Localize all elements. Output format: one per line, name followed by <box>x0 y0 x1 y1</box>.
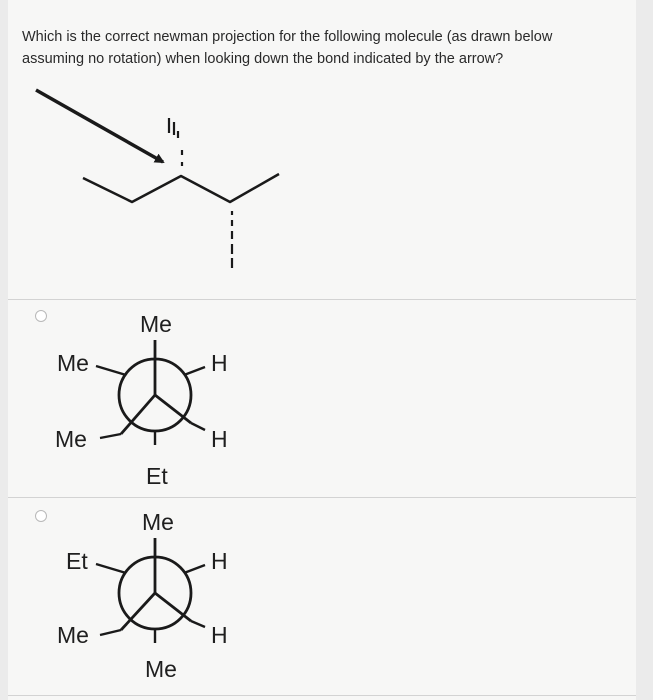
label-top: Me <box>142 509 174 535</box>
label-lower-right: H <box>211 622 228 648</box>
label-lower-left: Me <box>55 426 87 452</box>
label-lower-right: H <box>211 426 228 452</box>
newman-projection <box>0 498 653 698</box>
carbon-chain <box>83 174 279 202</box>
view-arrow <box>36 90 163 162</box>
divider <box>8 695 636 696</box>
label-upper-left: Et <box>66 548 88 574</box>
label-bottom: Me <box>145 656 177 682</box>
hashed-wedge-up <box>169 118 182 166</box>
molecule-structure <box>0 0 653 300</box>
answer-option-b[interactable] <box>0 498 653 698</box>
answer-option-a[interactable] <box>0 300 653 500</box>
label-top: Me <box>140 311 172 337</box>
question-text: Which is the correct newman projection for the following molecule (as drawn below assuming no rotation) when looking down the bond indicated by the arrow? <box>22 29 553 67</box>
label-upper-right: H <box>211 548 228 574</box>
newman-projection <box>0 300 653 500</box>
label-lower-left: Me <box>57 622 89 648</box>
label-upper-right: H <box>211 350 228 376</box>
label-bottom: Et <box>146 463 168 489</box>
label-upper-left: Me <box>57 350 89 376</box>
